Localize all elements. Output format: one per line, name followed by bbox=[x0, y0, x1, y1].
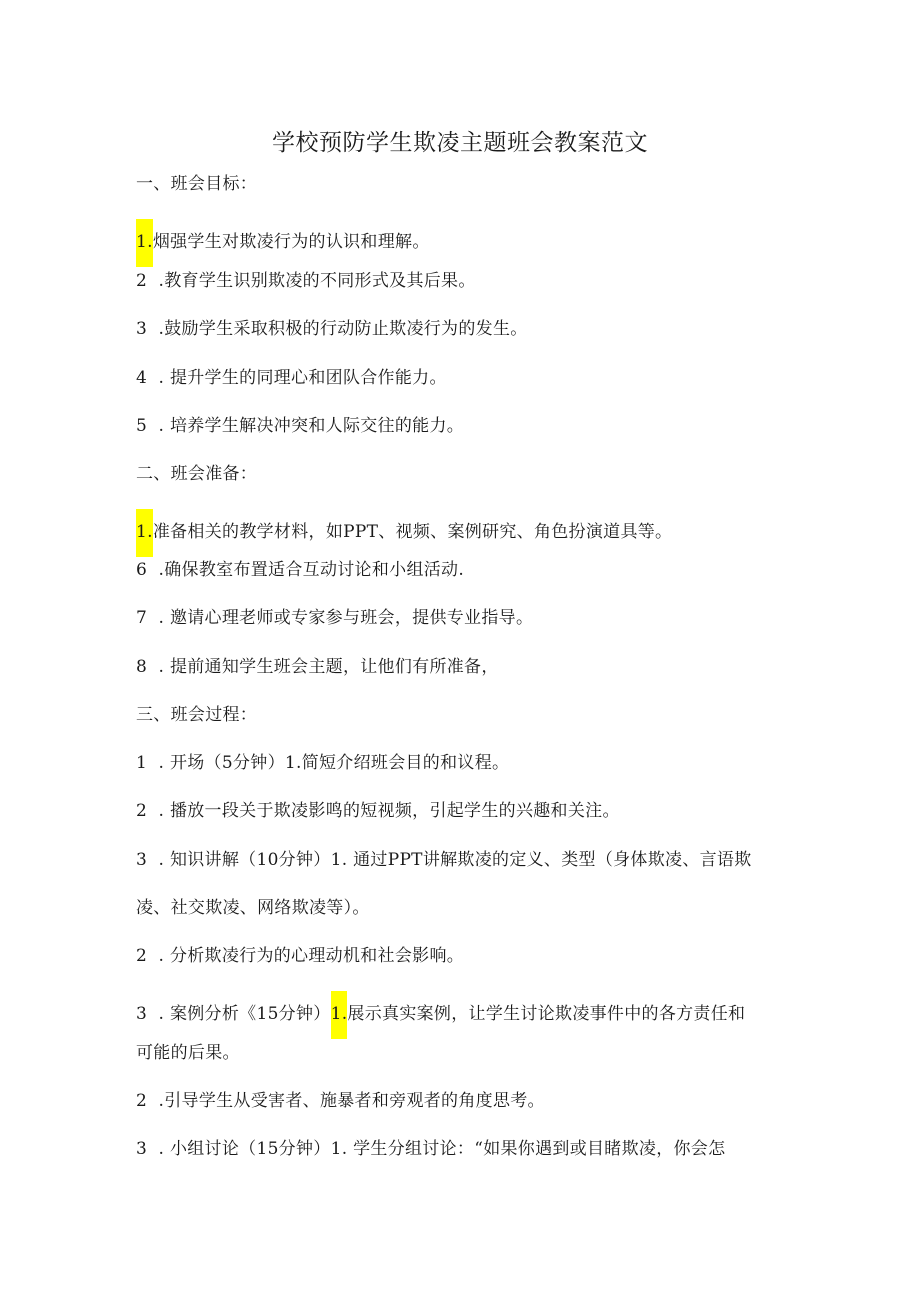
list-item bbox=[136, 413, 464, 439]
line-text: . 提前通知学生班会主题，让他们有所准备， bbox=[158, 657, 499, 677]
document-title: 学校预防学生欺凌主题班会教案范文 bbox=[272, 130, 648, 156]
list-item bbox=[136, 316, 528, 342]
line-text: 烟强学生对欺凌行为的认识和理解。 bbox=[152, 232, 430, 252]
list-item bbox=[136, 750, 509, 776]
list-item bbox=[136, 268, 476, 294]
list-item bbox=[136, 1136, 725, 1162]
list-item bbox=[136, 219, 430, 267]
section-heading-goals bbox=[136, 171, 257, 197]
list-item bbox=[136, 943, 464, 969]
line-text: .确保教室布置适合互动讨论和小组活动. bbox=[158, 560, 465, 580]
item-number: 7 bbox=[136, 608, 148, 628]
list-item bbox=[136, 605, 533, 631]
highlight-marker bbox=[136, 219, 153, 267]
list-item bbox=[136, 1088, 545, 1114]
line-text-tail: 展示真实案例，让学生讨论欺凌事件中的各方责任和 bbox=[347, 1004, 746, 1024]
line-text: . 播放一段关于欺凌影鸣的短视频，引起学生的兴趣和关注。 bbox=[158, 801, 620, 821]
list-item bbox=[136, 847, 752, 873]
line-text: . 邀请心理老师或专家参与班会，提供专业指导。 bbox=[158, 608, 534, 628]
inline-number: 1. bbox=[330, 1004, 348, 1024]
line-text: 准备相关的教学材料，如PPT、视频、案例研究、角色扮演道具等。 bbox=[152, 522, 673, 542]
continuation-line bbox=[136, 1040, 240, 1066]
list-item bbox=[136, 557, 464, 583]
section-heading-preparation bbox=[136, 461, 257, 487]
line-text: 三、班会过程： bbox=[136, 705, 258, 725]
line-text: . 小组讨论（15分钟）1. 学生分组讨论：“如果你遇到或目睹欺凌，你会怎 bbox=[158, 1139, 726, 1159]
line-text: . 培养学生解决冲突和人际交往的能力。 bbox=[158, 416, 465, 436]
list-item bbox=[136, 365, 447, 391]
line-text: . 开场（5分钟）1.简短介绍班会目的和议程。 bbox=[158, 753, 510, 773]
list-item bbox=[136, 798, 620, 824]
item-number: 1 bbox=[136, 753, 148, 773]
list-item bbox=[136, 509, 672, 557]
line-text: 凌、社交欺凌、网络欺凌等）。 bbox=[136, 898, 370, 918]
line-text: .教育学生识别欺凌的不同形式及其后果。 bbox=[158, 271, 476, 291]
continuation-line bbox=[136, 895, 370, 921]
line-text: . 提升学生的同理心和团队合作能力。 bbox=[158, 368, 447, 388]
list-item bbox=[136, 991, 745, 1039]
line-text: . 知识讲解（10分钟）1. 通过PPT讲解欺凌的定义、类型（身体欺凌、言语欺 bbox=[158, 850, 752, 870]
line-text: .引导学生从受害者、施暴者和旁观者的角度思考。 bbox=[158, 1091, 545, 1111]
item-number: 6 bbox=[136, 560, 148, 580]
item-number: 1. bbox=[136, 232, 153, 252]
item-number: 8 bbox=[136, 657, 148, 677]
item-number: 1. bbox=[136, 522, 153, 542]
item-number: 3 bbox=[136, 319, 148, 339]
section-heading-process bbox=[136, 702, 257, 728]
line-text: . 分析欺凌行为的心理动机和社会影响。 bbox=[158, 946, 465, 966]
line-text: 一、班会目标： bbox=[136, 174, 258, 194]
line-text: .鼓励学生采取积极的行动防止欺凌行为的发生。 bbox=[158, 319, 528, 339]
item-number: 4 bbox=[136, 368, 148, 388]
item-number: 5 bbox=[136, 416, 148, 436]
item-number: 2 bbox=[136, 801, 148, 821]
highlight-marker bbox=[136, 509, 153, 557]
line-text: 二、班会准备： bbox=[136, 464, 258, 484]
item-number: 2 bbox=[136, 1091, 148, 1111]
item-number: 3 bbox=[136, 1004, 148, 1024]
list-item bbox=[136, 654, 499, 680]
item-number: 3 bbox=[136, 850, 148, 870]
item-number: 2 bbox=[136, 946, 148, 966]
item-number: 3 bbox=[136, 1139, 148, 1159]
line-text: 可能的后果。 bbox=[136, 1043, 240, 1063]
highlight-marker bbox=[331, 991, 348, 1039]
line-text: . 案例分析《15分钟） bbox=[158, 1004, 331, 1024]
item-number: 2 bbox=[136, 271, 148, 291]
